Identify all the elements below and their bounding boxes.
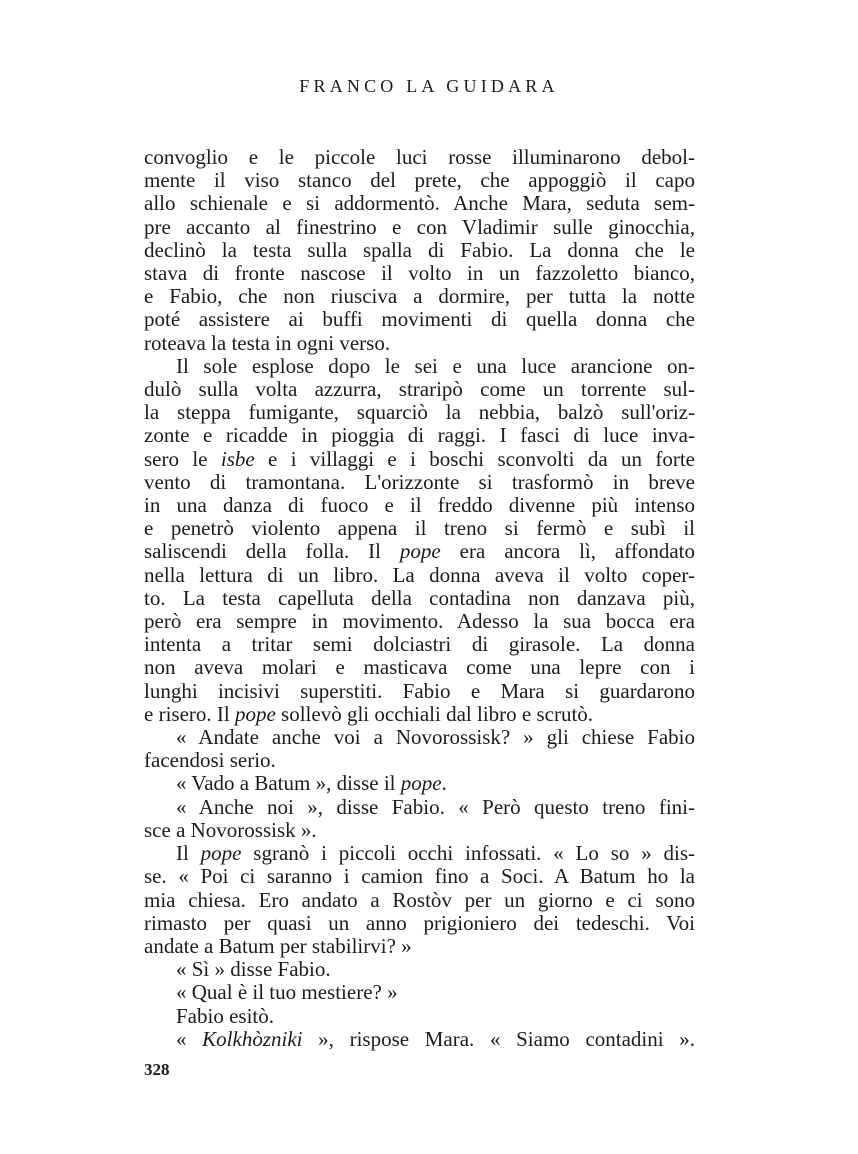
body-text xyxy=(144,146,695,1051)
text-line: poté assistere ai buffi movimenti di quella donna che xyxy=(144,307,695,332)
text-run: sollevò gli occhiali dal libro e scrutò. xyxy=(275,701,594,726)
text-line: sce a Novorossisk ». xyxy=(144,817,317,842)
text-line: stava di fronte nascose il volto in un fazzoletto bianco, xyxy=(144,261,695,286)
text-line: in una danza di fuoco e il freddo divenne più intenso xyxy=(144,493,695,518)
text-line: dulò sulla volta azzurra, straripò come un torrente sul- xyxy=(144,377,695,402)
text-line: rimasto per quasi un anno prigioniero dei tedeschi. Voi xyxy=(144,910,695,935)
text-line: to. La testa capelluta della contadina non danzava più, xyxy=(144,585,695,610)
text-line: e penetrò violento appena il treno si fermò e subì il xyxy=(144,516,695,541)
text-line xyxy=(144,1028,695,1051)
text-line: « Andate anche voi a Novorossisk? » gli chiese Fabio xyxy=(176,725,695,750)
text-line: andate a Batum per stabilirvi? » xyxy=(144,933,412,958)
text-line: zonte e ricadde in pioggia di raggi. I fasci di luce inva- xyxy=(144,423,695,448)
text-line: « Anche noi », disse Fabio. « Però questo treno fini- xyxy=(176,794,695,819)
text-run: sero le xyxy=(144,446,221,471)
text-line: Il sole esplose dopo le sei e una luce arancione on- xyxy=(176,353,695,378)
text-line xyxy=(144,842,695,865)
italic-word: pope xyxy=(400,771,442,796)
text-run: « Vado a Batum », disse il xyxy=(176,771,401,796)
text-line: nella lettura di un libro. La donna aveva il volto coper- xyxy=(144,562,695,587)
text-line: la steppa fumigante, squarciò la nebbia, balzò sull'oriz- xyxy=(144,400,695,425)
text-line: « Qual è il tuo mestiere? » xyxy=(176,980,398,1005)
page-number: 328 xyxy=(144,1060,170,1079)
text-run: », rispose Mara. « Siamo contadini ». xyxy=(302,1026,695,1051)
text-line: però era sempre in movimento. Adesso la sua bocca era xyxy=(144,609,695,634)
italic-word: pope xyxy=(399,539,441,564)
italic-word: Kolkhòzniki xyxy=(202,1026,303,1051)
text-line: lunghi incisivi superstiti. Fabio e Mara si guardarono xyxy=(144,678,695,703)
text-line: roteava la testa in ogni verso. xyxy=(144,330,391,355)
text-line: intenta a tritar semi dolciastri di girasole. La donna xyxy=(144,632,695,657)
text-run: « xyxy=(176,1026,203,1051)
text-run: e i villaggi e i boschi sconvolti da un forte xyxy=(254,446,695,471)
text-line: mia chiesa. Ero andato a Rostòv per un giorno e ci sono xyxy=(144,887,695,912)
text-line: se. « Poi ci saranno i camion fino a Soci. A Batum ho la xyxy=(144,864,695,889)
text-line: e Fabio, che non riusciva a dormire, per tutta la notte xyxy=(144,284,695,309)
italic-word: isbe xyxy=(220,446,255,471)
text-line: convoglio e le piccole luci rosse illuminarono debol- xyxy=(144,145,695,169)
text-run: sgranò i piccoli occhi infossati. « Lo so » dis- xyxy=(241,841,696,866)
text-line: vento di tramontana. L'orizzonte si trasformò in breve xyxy=(144,469,695,494)
text-line: pre accanto al finestrino e con Vladimir sulle ginocchia, xyxy=(144,214,695,239)
text-run: e risero. Il xyxy=(144,701,235,726)
text-run: . xyxy=(441,771,447,796)
text-line: non aveva molari e masticava come una lepre con i xyxy=(144,655,695,680)
text-run: Il xyxy=(176,841,201,866)
italic-word: pope xyxy=(200,841,242,866)
text-line: « Sì » disse Fabio. xyxy=(176,957,331,982)
text-line xyxy=(144,703,695,726)
text-line xyxy=(144,540,695,563)
running-header: FRANCO LA GUIDARA xyxy=(299,76,559,96)
text-run: saliscendi della folla. Il xyxy=(144,539,400,564)
text-line: allo schienale e si addormentò. Anche Mara, seduta sem- xyxy=(144,191,695,216)
text-line xyxy=(144,772,695,795)
text-line: facendosi serio. xyxy=(144,748,276,773)
text-line: declinò la testa sulla spalla di Fabio. La donna che le xyxy=(144,237,695,262)
text-line: Fabio esitò. xyxy=(176,1003,274,1028)
text-line xyxy=(144,448,695,471)
italic-word: pope xyxy=(234,701,276,726)
text-line: mente il viso stanco del prete, che appoggiò il capo xyxy=(144,168,695,193)
text-run: era ancora lì, affondato xyxy=(440,539,696,564)
